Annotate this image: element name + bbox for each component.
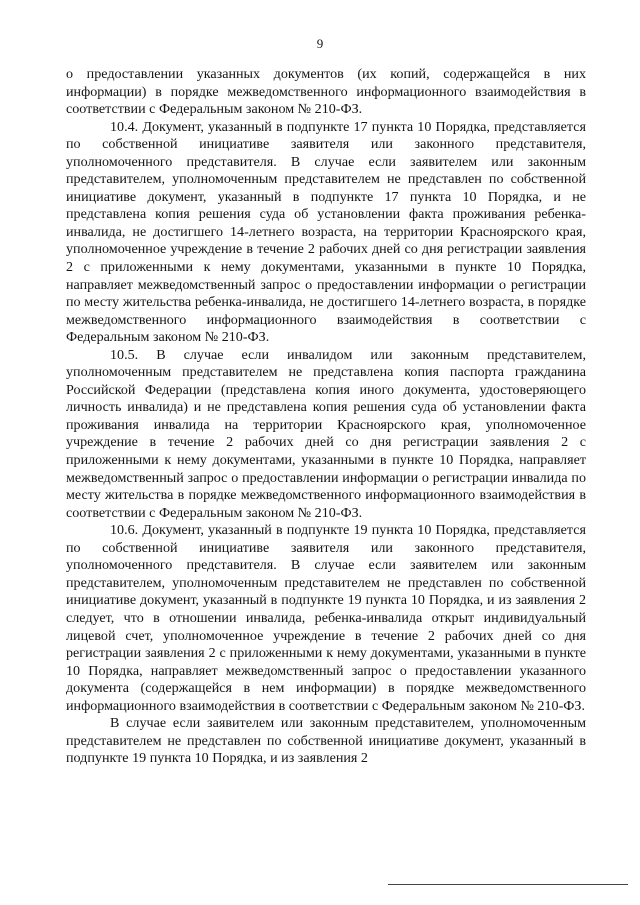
paragraph-continuation: о предоставлении указанных документов (их копий, содержащейся в них информации) в порядке межведомственного информационного взаимодействия в соответствии с Федеральным законом № 210-ФЗ. [66, 66, 586, 118]
document-body [66, 66, 586, 768]
paragraph-10-6: 10.6. Документ, указанный в подпункте 19 пункта 10 Порядка, представляется по собственной инициативе заявителя или законного представителя, уполномоченного представителя. В случае если заявителем или законным представителем, уполномоченным представителем не представлен по собственной инициативе документ, указанный в подпункте 19 пункта 10 Порядка, и из заявления 2 следует, что в отношении инвалида, ребенка-инвалида открыт индивидуальный лицевой счет, уполномоченное учреждение в течение 2 рабочих дней со дня регистрации заявления 2 с приложенными к нему документами, указанными в пункте 10 Порядка, направляет межведомственный запрос о предоставлении указанного документа (содержащейся в нем информации) в порядке межведомственного информационного взаимодействия в соответствии с Федеральным законом № 210-ФЗ. [66, 522, 586, 714]
footer-rule [388, 884, 628, 885]
paragraph-10-6-continued: В случае если заявителем или законным представителем, уполномоченным представителем не представлен по собственной инициативе документ, указанный в подпункте 19 пункта 10 Порядка, и из заявления 2 [66, 715, 586, 767]
page-number: 9 [316, 36, 324, 51]
paragraph-10-5: 10.5. В случае если инвалидом или законным представителем, уполномоченным представителем не представлена копия паспорта гражданина Российской Федерации (представлена копия иного документа, удостоверяющего личность инвалида) и не представлена копия решения суда об установлении факта проживания инвалида на территории Красноярского края, уполномоченное учреждение в течение 2 рабочих дней со дня регистрации заявления 2 с приложенными к нему документами, указанными в пункте 10 Порядка, направляет межведомственный запрос о предоставлении информации о регистрации инвалида по месту жительства в порядке межведомственного информационного взаимодействия в соответствии с Федеральным законом № 210-ФЗ. [66, 346, 586, 521]
paragraph-10-4: 10.4. Документ, указанный в подпункте 17 пункта 10 Порядка, представляется по собственной инициативе заявителя или законного представителя, уполномоченного представителя. В случае если заявителем или законным представителем, уполномоченным представителем не представлен по собственной инициативе документ, указанный в подпункте 17 пункта 10 Порядка, и не представлена копия решения суда об установлении факта проживания ребенка-инвалида, не достигшего 14-летнего возраста, на территории Красноярского края, уполномоченное учреждение в течение 2 рабочих дней со дня регистрации заявления 2 с приложенными к нему документами, указанными в пункте 10 Порядка, направляет межведомственный запрос о предоставлении информации о регистрации по месту жительства ребенка-инвалида, не достигшего 14-летнего возраста, в порядке межведомственного информационного взаимодействия в соответствии с Федеральным законом № 210-ФЗ. [66, 118, 586, 346]
